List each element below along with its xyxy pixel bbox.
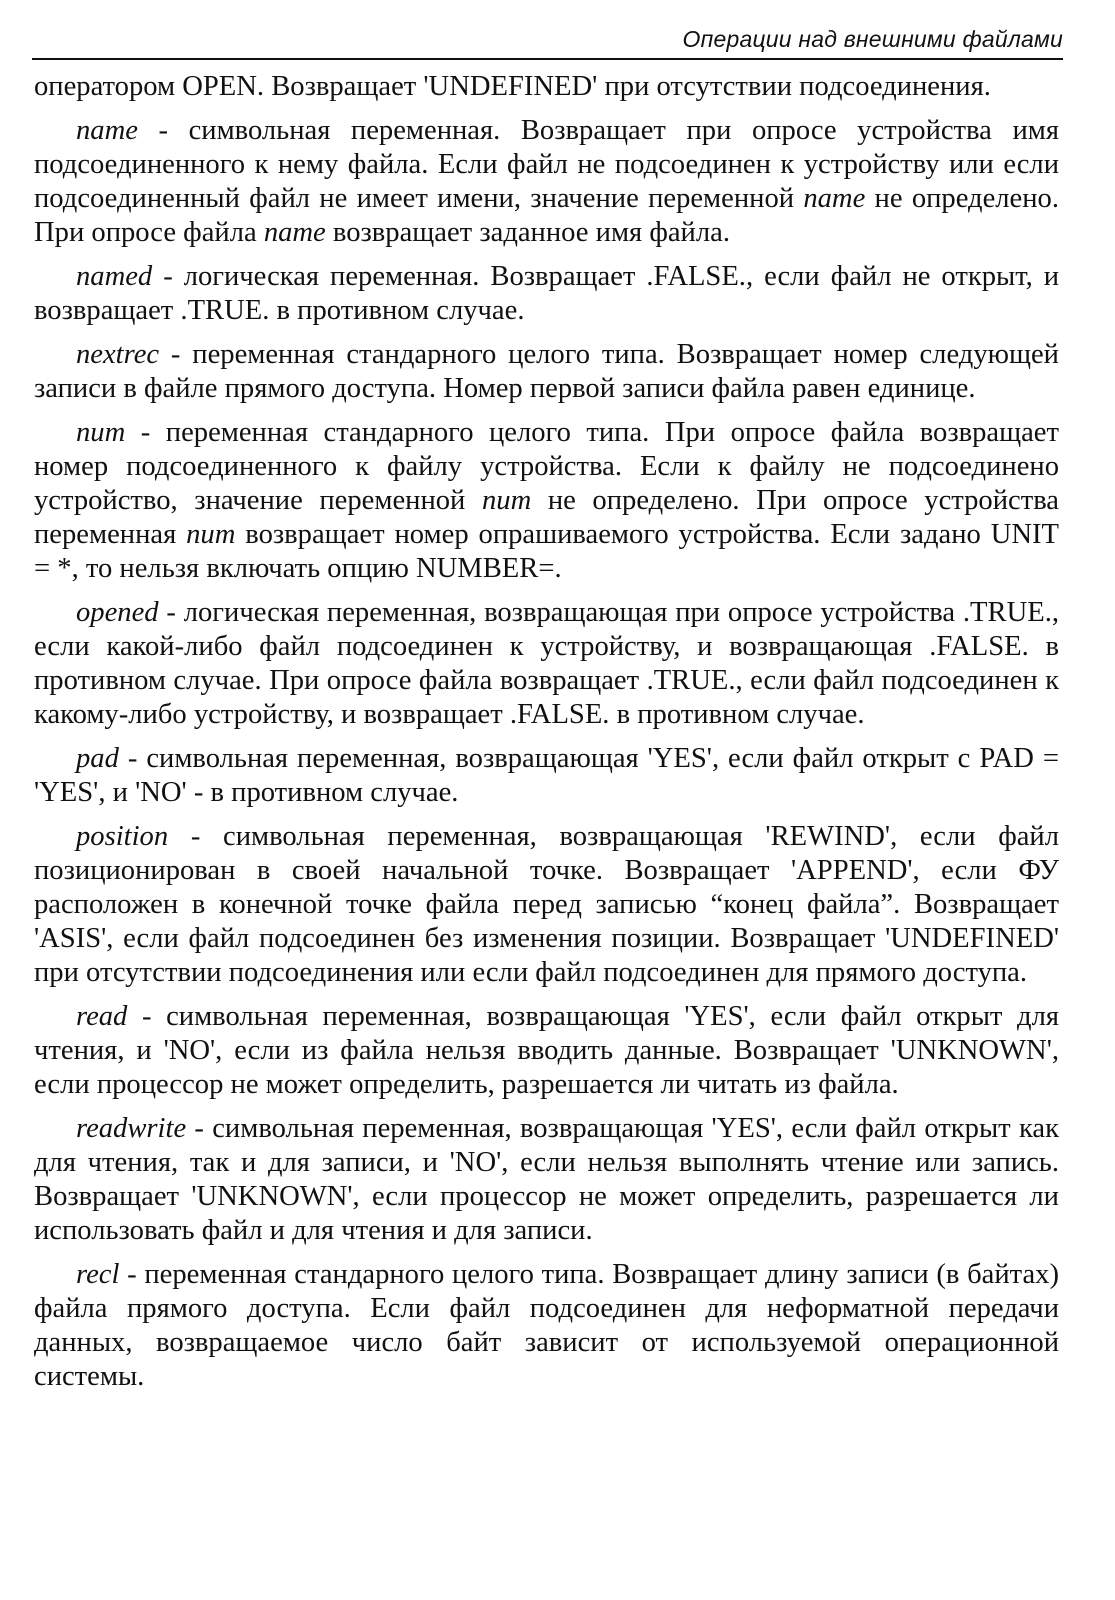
text-run: - символьная переменная, возвращающая 'YES', если файл открыт для чтения, и 'NO', если из файла нельзя вводить данные. Возвращает 'UNKNOWN', если процессор не может определить, разрешается ли читать из файла. bbox=[34, 1001, 1059, 1100]
term: read bbox=[76, 1001, 128, 1032]
text-run: возвращает номер опрашиваемого устройства. Если задано UNIT = *, то нельзя включать опцию NUMBER=. bbox=[34, 519, 1059, 584]
text-run: - символьная переменная, возвращающая 'REWIND', если файл позиционирован в своей начальной точке. Возвращает 'APPEND', если ФУ расположен в конечной точке файла перед записью “конец файла”. Возвращает 'ASIS', если файл подсоединен без изменения позиции. Возвращает 'UNDEFINED' при отсутствии подсоединения или если файл подсоединен для прямого доступа. bbox=[34, 821, 1059, 988]
term: nextrec bbox=[76, 339, 160, 370]
term: position bbox=[76, 821, 169, 852]
text-run: - символьная переменная, возвращающая 'YES', если файл открыт как для чтения, так и для записи, и 'NO', если нельзя выполнять чтение или запись. Возвращает 'UNKNOWN', если процессор не может определить, разрешается ли использовать файл и для чтения и для записи. bbox=[34, 1113, 1059, 1246]
definition-paragraph-pad bbox=[34, 742, 1059, 810]
definition-paragraph-readwrite bbox=[34, 1112, 1059, 1248]
inline-term: num bbox=[186, 519, 236, 550]
body-text bbox=[34, 70, 1059, 1404]
definition-paragraph-opened bbox=[34, 596, 1059, 732]
definition-paragraph-nextrec bbox=[34, 338, 1059, 406]
term: pad bbox=[76, 743, 119, 774]
term: named bbox=[76, 261, 153, 292]
inline-term: name bbox=[803, 183, 866, 214]
text-run: - логическая переменная. Возвращает .FALSE., если файл не открыт, и возвращает .TRUE. в противном случае. bbox=[34, 261, 1059, 326]
text-run: - символьная переменная, возвращающая 'YES', если файл открыт с PAD = 'YES', и 'NO' - в противном случае. bbox=[34, 743, 1059, 808]
inline-term: name bbox=[263, 217, 326, 248]
term: recl bbox=[76, 1259, 120, 1290]
text-run: - переменная стандарного целого типа. Возвращает длину записи (в байтах) файла прямого доступа. Если файл подсоединен для неформатной передачи данных, возвращаемое число байт зависит от используемой операционной системы. bbox=[34, 1259, 1059, 1392]
header-rule bbox=[32, 58, 1063, 60]
term: num bbox=[76, 417, 126, 448]
text-run: возвращает заданное имя файла. bbox=[325, 217, 730, 248]
text-run: не определено. При опросе устройства переменная bbox=[34, 485, 1060, 550]
text-run: - логическая переменная, возвращающая при опросе устройства .TRUE., если какой-либо файл подсоединен к устройству, и возвращающая .FALSE. в противном случае. При опросе файла возвращает .TRUE., если файл подсоединен к какому-либо устройству, и возвращает .FALSE. в противном случае. bbox=[34, 597, 1059, 730]
definition-paragraph-position bbox=[34, 820, 1059, 990]
definition-paragraph-recl bbox=[34, 1258, 1059, 1394]
text-run: - символьная переменная. Возвращает при опросе устройства имя подсоединенного к нему файла. Если файл не подсоединен к устройству или если подсоединенный файл не имеет имени, значение переменной bbox=[34, 115, 1059, 214]
definition-paragraph-read bbox=[34, 1000, 1059, 1102]
definition-paragraph-named bbox=[34, 260, 1059, 328]
definition-paragraph-name bbox=[34, 114, 1059, 250]
text-run: оператором OPEN. Возвращает 'UNDEFINED' при отсутствии подсоединения. bbox=[34, 71, 991, 102]
term: readwrite bbox=[76, 1113, 187, 1144]
continuation-paragraph bbox=[34, 70, 1059, 104]
text-run: - переменная стандарного целого типа. При опросе файла возвращает номер подсоединенного к файлу устройства. Если к файлу не подсоединено устройство, значение переменной bbox=[34, 417, 1059, 516]
text-run: не определено. При опросе файла bbox=[34, 183, 1059, 248]
running-head: Операции над внешними файлами bbox=[682, 26, 1063, 52]
term: opened bbox=[76, 597, 159, 628]
inline-term: num bbox=[481, 485, 532, 516]
definition-paragraph-num bbox=[34, 416, 1059, 586]
term: name bbox=[76, 115, 138, 146]
text-run: - переменная стандарного целого типа. Возвращает номер следующей записи в файле прямого доступа. Номер первой записи файла равен единице. bbox=[34, 339, 1059, 404]
